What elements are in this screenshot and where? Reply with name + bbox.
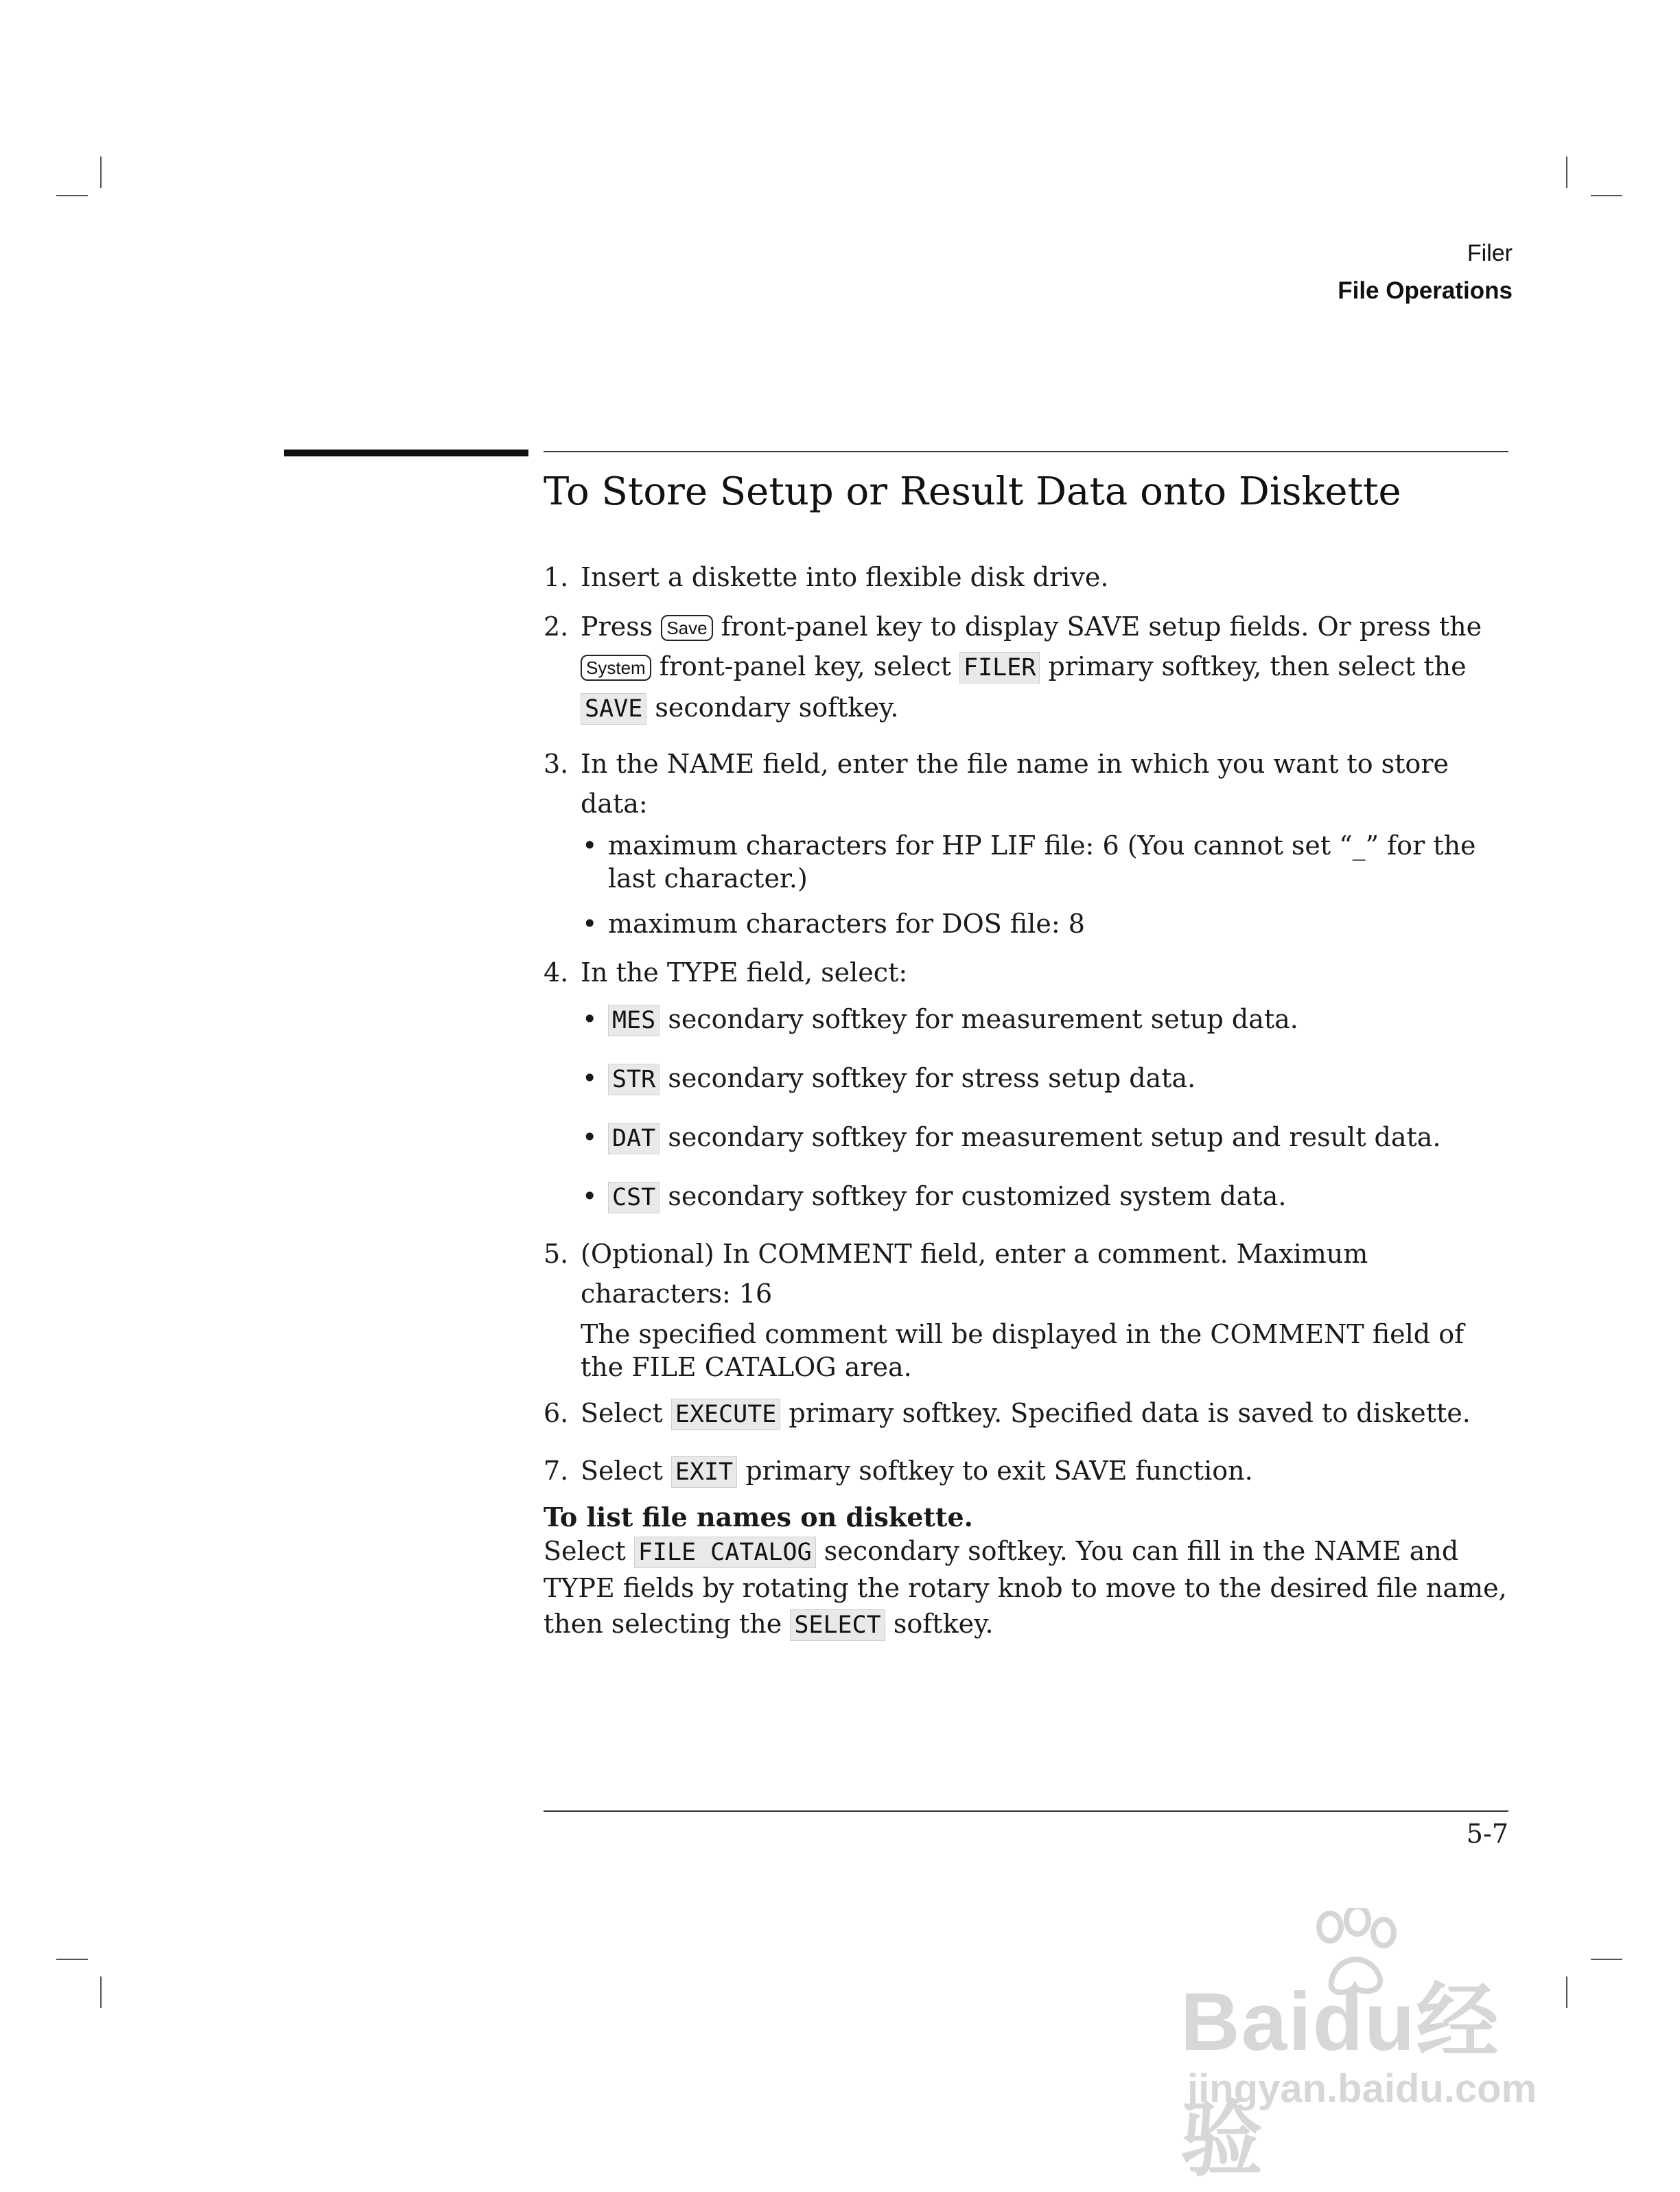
procedure-content	[544, 557, 1511, 1643]
list-item: • MES secondary softkey for measurement setup data.	[581, 998, 1511, 1042]
step-number: 5.	[544, 1239, 569, 1269]
crop-mark	[100, 1977, 102, 2008]
step-7	[544, 1451, 1511, 1492]
bullet-icon: •	[582, 1063, 598, 1093]
list-item: • CST secondary softkey for customized system data.	[581, 1175, 1511, 1219]
select-softkey: SELECT	[790, 1609, 885, 1641]
list-item: • maximum characters for DOS file: 8	[582, 909, 1085, 939]
bullet-list	[581, 829, 1511, 940]
crop-mark	[1591, 1959, 1622, 1960]
mes-softkey: MES	[608, 1005, 660, 1036]
running-header-section: File Operations	[1338, 277, 1513, 304]
execute-softkey: EXECUTE	[671, 1399, 781, 1430]
system-key-icon: System	[581, 655, 651, 681]
step-number: 2.	[544, 611, 569, 642]
step-text: (Optional) In COMMENT field, enter a comment. Maximum characters: 16	[581, 1239, 1368, 1309]
step-note: The specified comment will be displayed in the COMMENT field of the FILE CATALOG area.	[581, 1319, 1465, 1382]
step-3	[544, 744, 1511, 940]
step-text: Select	[581, 1398, 663, 1428]
step-number: 7.	[544, 1456, 569, 1486]
step-5	[544, 1234, 1511, 1384]
step-text: primary softkey to exit SAVE function.	[745, 1456, 1253, 1486]
bullet-list	[581, 998, 1511, 1219]
subsection-heading: To list file names on diskette.	[544, 1502, 973, 1532]
step-text: front-panel key, select	[659, 651, 951, 681]
bullet-icon: •	[582, 1181, 598, 1211]
save-softkey: SAVE	[581, 693, 646, 725]
page-title: To Store Setup or Result Data onto Diskette	[544, 469, 1401, 514]
running-header-chapter: Filer	[1467, 240, 1513, 266]
step-text: In the TYPE field, select:	[581, 957, 908, 988]
bullet-icon: •	[582, 830, 598, 861]
page-number: 5-7	[1466, 1819, 1508, 1849]
step-number: 3.	[544, 749, 569, 779]
step-6	[544, 1393, 1511, 1434]
watermark-url: jingyan.baidu.com	[1187, 2066, 1537, 2111]
footer-rule	[544, 1810, 1508, 1812]
exit-softkey: EXIT	[671, 1456, 737, 1488]
watermark-text: Baidu经验	[1180, 1976, 1500, 2186]
cst-softkey: CST	[608, 1182, 660, 1213]
step-text: In the NAME field, enter the file name in which you want to store data:	[581, 749, 1449, 819]
step-text: secondary softkey.	[655, 692, 899, 723]
crop-mark	[1566, 156, 1567, 188]
step-text: Press	[581, 611, 653, 642]
bullet-icon: •	[582, 909, 598, 939]
step-4	[544, 953, 1511, 1219]
step-text: primary softkey. Specified data is saved to diskette.	[789, 1398, 1471, 1428]
crop-mark	[100, 156, 102, 188]
step-text: Insert a diskette into flexible disk drive.	[581, 562, 1109, 592]
step-2	[544, 607, 1511, 729]
dat-softkey: DAT	[608, 1123, 660, 1154]
crop-mark	[1591, 195, 1622, 196]
save-key-icon: Save	[661, 615, 712, 641]
bullet-icon: •	[582, 1004, 598, 1034]
step-number: 6.	[544, 1398, 569, 1428]
baidu-watermark	[1180, 1922, 1572, 2186]
list-item: • maximum characters for HP LIF file: 6 (You cannot set “_” for the last character.)	[582, 830, 1476, 894]
file-catalog-softkey: FILE CATALOG	[634, 1537, 816, 1568]
filer-softkey: FILER	[959, 652, 1040, 684]
step-number: 4.	[544, 957, 569, 988]
step-text: front-panel key to display SAVE setup fields. Or press the	[721, 611, 1482, 642]
section-rule-thick	[284, 450, 528, 456]
step-1	[544, 557, 1511, 597]
list-item: • DAT secondary softkey for measurement setup and result data.	[581, 1116, 1511, 1160]
step-number: 1.	[544, 562, 569, 592]
bullet-icon: •	[582, 1122, 598, 1152]
step-text: primary softkey, then select the	[1048, 651, 1467, 681]
section-rule-thin	[544, 451, 1508, 452]
list-item: • STR secondary softkey for stress setup data.	[581, 1057, 1511, 1101]
crop-mark	[56, 195, 88, 196]
subsection-text: Select FILE CATALOG secondary softkey. You can fill in the NAME and TYPE fields by rotating the rotary knob to move to the desired file name, then selecting the SELECT softkey.	[544, 1533, 1511, 1643]
str-softkey: STR	[608, 1064, 660, 1095]
crop-mark	[56, 1959, 88, 1960]
step-text: Select	[581, 1456, 663, 1486]
